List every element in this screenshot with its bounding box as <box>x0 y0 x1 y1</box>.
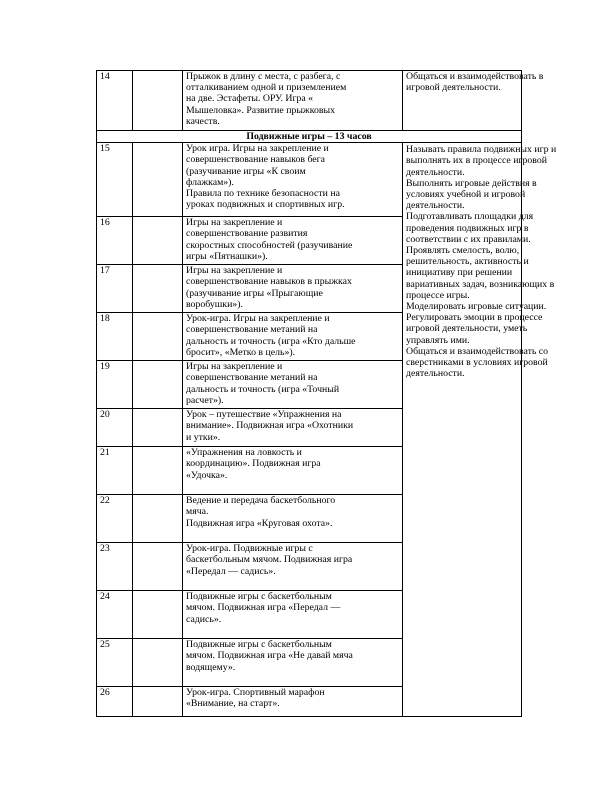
lesson-number: 22 <box>97 495 133 543</box>
topic-line: «Внимание, на старт». <box>186 698 280 710</box>
skills-line: выполнять их в процессе игровой <box>406 155 547 167</box>
topic-line: Прыжок в длину с места, с разбега, с <box>186 71 341 82</box>
topic-line: водящему». <box>186 661 236 673</box>
table-row <box>97 143 522 217</box>
lesson-topic <box>183 361 403 409</box>
skills-line: деятельности. <box>406 368 465 380</box>
topic-line: мяча. <box>186 506 209 518</box>
skills-line: решительность, активность и <box>406 256 529 268</box>
topic-line: совершенствование навыков бега <box>186 154 326 166</box>
skills-line: сверстниками в условиях игровой <box>406 357 548 369</box>
lesson-topic <box>183 639 403 687</box>
empty-cell <box>133 143 183 217</box>
lesson-topic <box>183 495 403 543</box>
topic-line: Урок-игра. Подвижные игры с <box>186 543 313 555</box>
topic-line: «Передал — садись». <box>186 565 276 577</box>
topic-line: совершенствование метаний на <box>186 324 318 336</box>
topic-line: бросит», «Метко в цель»). <box>186 346 296 358</box>
lesson-topic <box>183 217 403 265</box>
skills-line: Регулировать эмоции в процессе <box>406 312 543 324</box>
skills-line: Подготавливать площадки для <box>406 211 534 223</box>
topic-line: Правила по технике безопасности на <box>186 188 340 200</box>
skills-line: управлять ими. <box>406 334 470 346</box>
lesson-topic <box>183 143 403 217</box>
topic-line: Мышеловка». Развитие прыжковых <box>186 104 335 116</box>
skills-line: процессе игры. <box>406 289 470 301</box>
skills-line: игровой деятельности, уметь <box>406 323 528 335</box>
lesson-topic <box>183 687 403 717</box>
topic-line: расчет»). <box>186 394 224 406</box>
topic-line: совершенствование развития <box>186 228 308 240</box>
lesson-topic <box>183 543 403 591</box>
topic-line: мячом. Подвижная игра «Не давай мяча <box>186 650 353 662</box>
topic-line: совершенствование метаний на <box>186 372 318 384</box>
topic-line: Подвижные игры с баскетбольным <box>186 639 332 651</box>
topic-line: скоростных способностей (разучивание <box>186 239 353 251</box>
empty-cell <box>133 495 183 543</box>
topic-line: Подвижная игра «Круговая охота». <box>186 517 333 529</box>
section-header-row <box>97 131 522 143</box>
topic-line: дальность и точность (игра «Кто дальше <box>186 335 356 347</box>
skills-line: Называть правила подвижных игр и <box>406 144 557 156</box>
topic-line: Игры на закрепление и <box>186 361 283 373</box>
topic-line: качеств. <box>186 115 220 127</box>
lesson-number: 14 <box>97 71 133 131</box>
skills-line: вариативных задач, возникающих в <box>406 278 555 290</box>
topic-line: «Упражнения на ловкость и <box>186 447 302 459</box>
lesson-topic <box>183 313 403 361</box>
topic-line: внимание». Подвижная игра «Охотники <box>186 420 354 432</box>
lesson-number: 17 <box>97 265 133 313</box>
topic-line: Урок – путешествие «Упражнения на <box>186 409 342 421</box>
lesson-plan-table <box>96 70 557 717</box>
lesson-number: 16 <box>97 217 133 265</box>
empty-cell <box>133 409 183 447</box>
lesson-number: 15 <box>97 143 133 217</box>
topic-line: флажкам»). <box>186 176 234 188</box>
topic-line: дальность и точность (игра «Точный <box>186 383 340 395</box>
topic-line: Урок игра. Игры на закрепление и <box>186 143 329 155</box>
skills-line: деятельности. <box>406 166 465 178</box>
topic-line: воробушки»). <box>186 298 243 310</box>
empty-cell <box>133 217 183 265</box>
empty-cell <box>133 71 183 131</box>
skills-line: Моделировать игровые ситуации. <box>406 301 547 313</box>
topic-line: (разучивание игры «К своим <box>186 165 306 177</box>
skills-line: Общаться и взаимодействовать в <box>406 71 544 82</box>
topic-line: баскетбольным мячом. Подвижная игра <box>186 554 353 566</box>
lesson-number: 26 <box>97 687 133 717</box>
lesson-topic <box>183 71 403 131</box>
topic-line: Игры на закрепление и <box>186 265 283 277</box>
topic-line: на две. Эстафеты. ОРУ. Игра « <box>186 93 314 105</box>
activity-description <box>403 143 557 717</box>
skills-line: Общаться и взаимодействовать со <box>406 345 549 357</box>
lesson-number: 19 <box>97 361 133 409</box>
topic-line: «Удочка». <box>186 469 228 481</box>
skills-line: Выполнять игровые действия в <box>406 177 537 189</box>
skills-line: проведения подвижных игр в <box>406 222 529 234</box>
empty-cell <box>133 543 183 591</box>
lesson-number: 18 <box>97 313 133 361</box>
lesson-number: 21 <box>97 447 133 495</box>
lesson-number: 23 <box>97 543 133 591</box>
empty-cell <box>133 639 183 687</box>
topic-line: Урок-игра. Спортивный марафон <box>186 687 325 699</box>
table-row <box>97 71 522 131</box>
topic-line: совершенствование навыков в прыжках <box>186 276 352 288</box>
lesson-number: 20 <box>97 409 133 447</box>
empty-cell <box>133 361 183 409</box>
topic-line: Подвижные игры с баскетбольным <box>186 591 332 603</box>
skills-line: инициативу при решении <box>406 267 513 279</box>
topic-line: (разучивание игры «Прыгающие <box>186 287 323 299</box>
topic-line: Урок-игра. Игры на закрепление и <box>186 313 330 325</box>
topic-line: садись». <box>186 613 222 625</box>
skills-line: деятельности. <box>406 200 465 212</box>
skills-line: соответствии с их правилами. <box>406 233 531 245</box>
empty-cell <box>133 591 183 639</box>
section-title: Подвижные игры – 13 часов <box>97 131 522 143</box>
skills-line: Проявлять смелость, волю, <box>406 245 520 257</box>
topic-line: игры «Пятнашки»). <box>186 250 268 262</box>
empty-cell <box>133 687 183 717</box>
lesson-topic <box>183 265 403 313</box>
skills-line: игровой деятельности. <box>406 82 501 94</box>
skills-line: условиях учебной и игровой <box>406 189 526 201</box>
topic-line: и утки». <box>186 431 221 443</box>
topic-line: Ведение и передача баскетбольного <box>186 495 336 507</box>
lesson-topic <box>183 409 403 447</box>
lesson-topic <box>183 447 403 495</box>
topic-line: уроках подвижных и спортивных игр. <box>186 199 345 211</box>
empty-cell <box>133 313 183 361</box>
lesson-topic <box>183 591 403 639</box>
lesson-number: 25 <box>97 639 133 687</box>
lesson-plan-body <box>97 71 557 717</box>
empty-cell <box>133 447 183 495</box>
topic-line: отталкиванием одной и приземлением <box>186 82 347 94</box>
lesson-number: 24 <box>97 591 133 639</box>
empty-cell <box>133 265 183 313</box>
topic-line: координацию». Подвижная игра <box>186 458 321 470</box>
activity-description <box>403 71 544 131</box>
topic-line: мячом. Подвижная игра «Передал — <box>186 602 341 614</box>
topic-line: Игры на закрепление и <box>186 217 283 229</box>
